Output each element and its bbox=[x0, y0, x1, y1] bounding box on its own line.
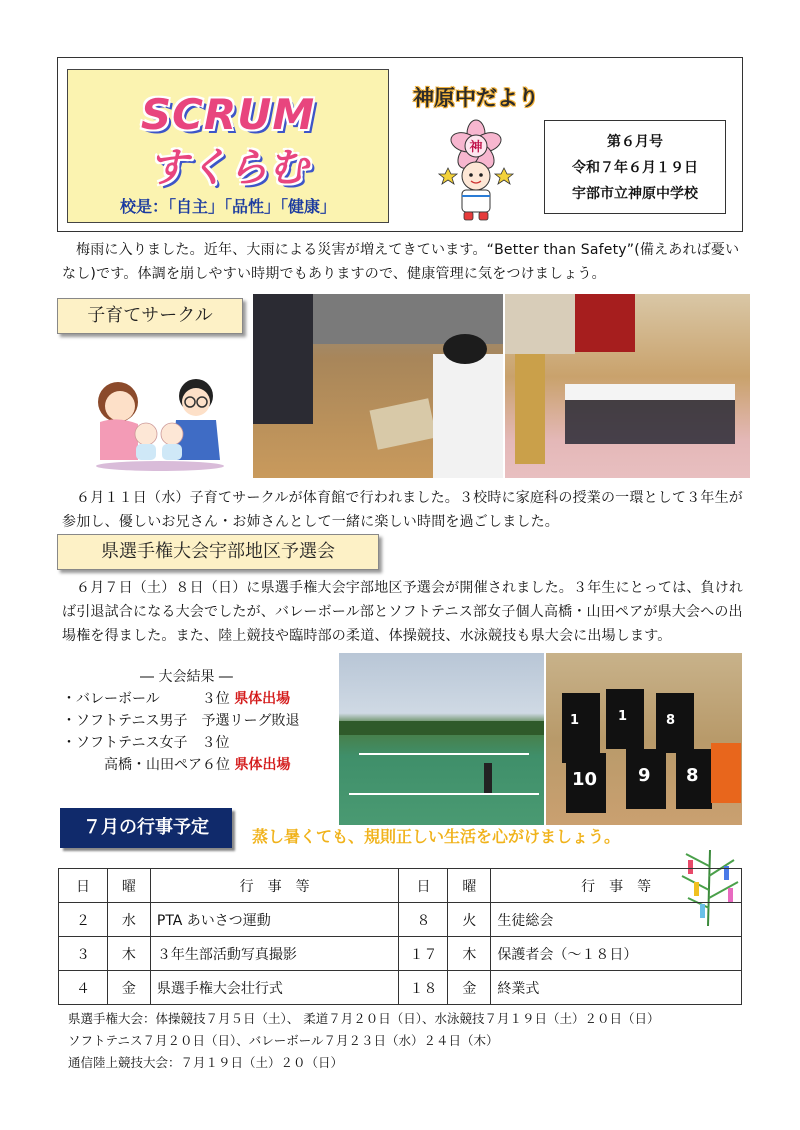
col-header-day: 日 bbox=[399, 869, 448, 903]
cell-day: １８ bbox=[399, 971, 448, 1005]
result-item: ・ソフトテニス男子 予選リーグ敗退 bbox=[62, 713, 300, 729]
logo-scrum: SCRUM bbox=[140, 90, 316, 139]
footer-notes bbox=[68, 1008, 758, 1074]
cell-event: PTA あいさつ運動 bbox=[150, 903, 399, 937]
cell-weekday: 火 bbox=[448, 903, 491, 937]
cell-weekday: 木 bbox=[448, 937, 491, 971]
result-item: 高橋・山田ペア６位 県体出場 bbox=[62, 757, 291, 773]
cell-day: ３ bbox=[59, 937, 108, 971]
cell-weekday: 金 bbox=[107, 971, 150, 1005]
table-row bbox=[59, 971, 742, 1005]
logo-panel bbox=[67, 69, 389, 223]
cell-day: ８ bbox=[399, 903, 448, 937]
col-header-weekday: 曜 bbox=[107, 869, 150, 903]
cell-day: １７ bbox=[399, 937, 448, 971]
family-illustration bbox=[92, 372, 228, 472]
childcare-photo-group bbox=[505, 294, 750, 478]
school-motto: 校是：「自主」「品性」「健康」 bbox=[119, 197, 336, 216]
footer-line: 県選手権大会：体操競技７月５日（土）、 柔道７月２０日（日）、水泳競技７月１９日（土）２０日（日） bbox=[68, 1011, 660, 1026]
issue-date: 令和７年６月１９日 bbox=[572, 160, 698, 176]
cell-day: ２ bbox=[59, 903, 108, 937]
jersey-number: 1 bbox=[570, 713, 580, 728]
volleyball-photo bbox=[546, 653, 742, 825]
july-heading: ７月の行事予定 bbox=[60, 808, 232, 848]
results-title: ― 大会結果 ― bbox=[140, 669, 233, 685]
cell-event: 生徒総会 bbox=[491, 903, 742, 937]
tournament-heading: 県選手権大会宇部地区予選会 bbox=[57, 534, 379, 570]
jersey-number: 1 bbox=[618, 709, 628, 724]
cell-weekday: 金 bbox=[448, 971, 491, 1005]
childcare-heading: 子育てサークル bbox=[57, 298, 243, 334]
col-header-day: 日 bbox=[59, 869, 108, 903]
july-events-table bbox=[58, 868, 742, 1005]
childcare-paragraph: ６月１１日（水）子育てサークルが体育館で行われました。３校時に家庭科の授業の一環として３年生が参加し、優しいお兄さん・お姉さんとして一緒に楽しい時間を過ごしました。 bbox=[62, 490, 743, 530]
school-name: 宇部市立神原中学校 bbox=[572, 186, 698, 202]
tournament-paragraph: ６月７日（土）８日（日）に県選手権大会宇部地区予選会が開催されました。３年生にとっては、負ければ引退試合になる大会でしたが、バレーボール部とソフトテニス部女子個人高橋・山田ペアが県大会への出場権を得ました。また、陸上競技や臨時部の柔道、体操競技、水泳競技も県大会に出場します。 bbox=[62, 580, 744, 644]
results-list bbox=[62, 688, 342, 776]
newsletter-title: 神原中だより bbox=[413, 86, 539, 110]
cell-weekday: 水 bbox=[107, 903, 150, 937]
cell-event: 県選手権大会壮行式 bbox=[150, 971, 399, 1005]
tennis-photo bbox=[339, 653, 544, 825]
logo-sukuramu: すくらむ bbox=[148, 145, 308, 191]
issue-info-box bbox=[544, 120, 726, 214]
mascot-badge: 神 bbox=[469, 140, 483, 155]
jersey-number: 9 bbox=[638, 765, 651, 786]
footer-line: ソフトテニス７月２０日（日）、バレーボール７月２３日（水）２４日（木） bbox=[68, 1033, 499, 1048]
cell-event: ３年生部活動写真撮影 bbox=[150, 937, 399, 971]
col-header-event: 行 事 等 bbox=[491, 869, 742, 903]
result-item: ・ソフトテニス女子 ３位 bbox=[62, 735, 230, 751]
july-slogan: 蒸し暑くても、規則正しい生活を心がけましょう。 bbox=[252, 827, 621, 846]
col-header-weekday: 曜 bbox=[448, 869, 491, 903]
footer-line: 通信陸上競技大会：７月１９日（土）２０（日） bbox=[68, 1055, 344, 1070]
mascot-illustration bbox=[436, 118, 516, 224]
jersey-number: 8 bbox=[686, 765, 699, 786]
issue-number: 第６月号 bbox=[607, 134, 663, 150]
table-row bbox=[59, 903, 742, 937]
jersey-number: 8 bbox=[666, 713, 676, 728]
table-header-row bbox=[59, 869, 742, 903]
col-header-event: 行 事 等 bbox=[150, 869, 399, 903]
cell-event: 終業式 bbox=[491, 971, 742, 1005]
cell-day: ４ bbox=[59, 971, 108, 1005]
jersey-number: 10 bbox=[572, 769, 598, 790]
childcare-photo-gym bbox=[253, 294, 503, 478]
cell-event: 保護者会（～１８日） bbox=[491, 937, 742, 971]
cell-weekday: 木 bbox=[107, 937, 150, 971]
intro-paragraph: 梅雨に入りました。近年、大雨による災害が増えてきています。“Better than Safety”(備えあれば憂いなし)です。体調を崩しやすい時期でもありますので、健康管理に気をつけましょう。 bbox=[62, 242, 740, 282]
result-item: ・バレーボール ３位 県体出場 bbox=[62, 691, 291, 707]
table-row bbox=[59, 937, 742, 971]
